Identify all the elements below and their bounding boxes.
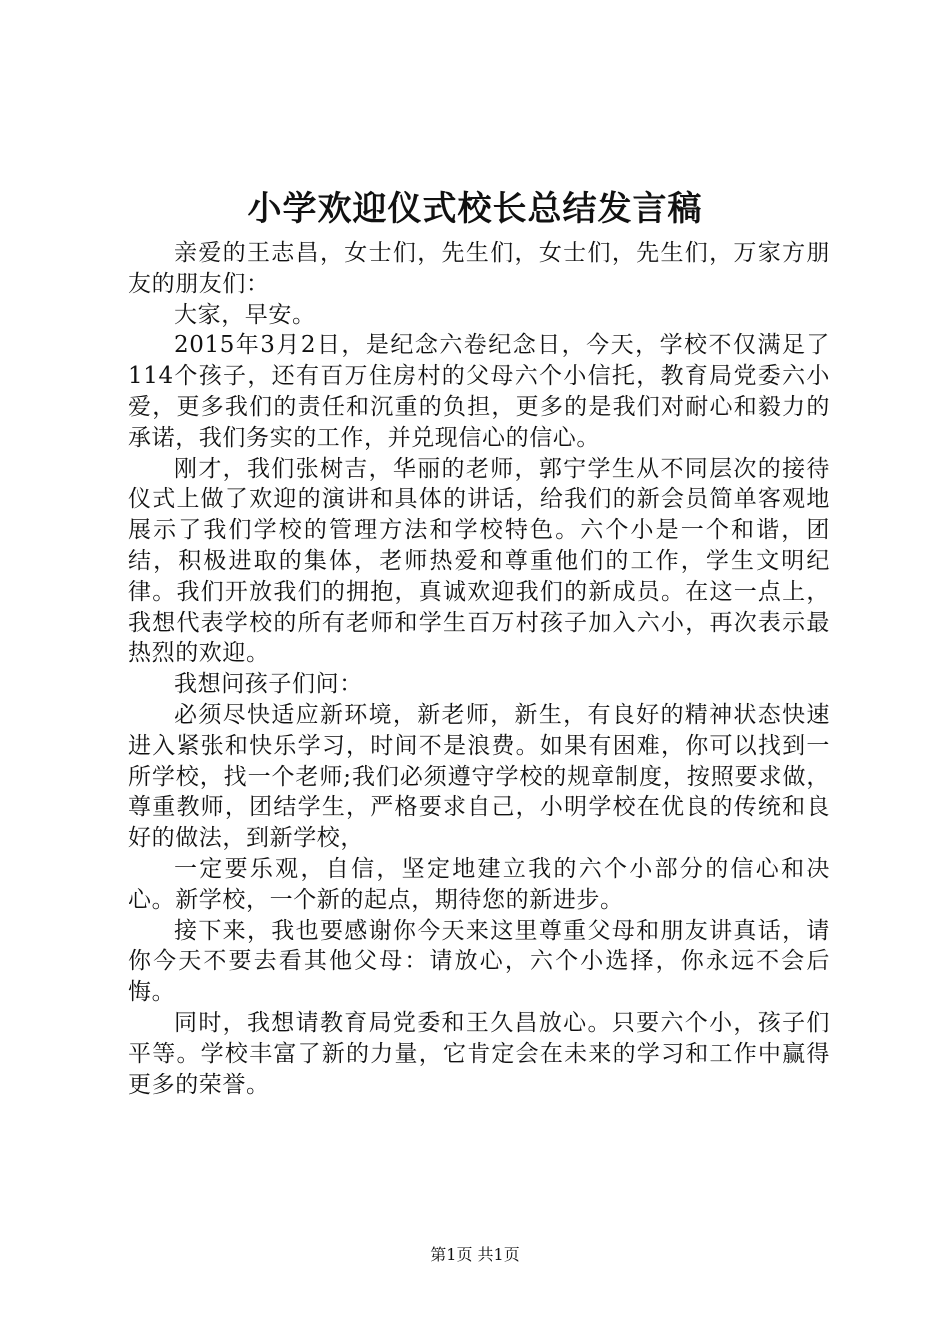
- paragraph-welcome: 刚才，我们张树吉，华丽的老师，郭宁学生从不同层次的接待仪式上做了欢迎的演讲和具体的讲话，给我们的新会员简单客观地展示了我们学校的管理方法和学校特色。六个小是一个和谐，团结，积极进取的集体，老师热爱和尊重他们的工作，学生文明纪律。我们开放我们的拥抱，真诚欢迎我们的新成员。在这一点上，我想代表学校的所有老师和学生百万村孩子加入六小，再次表示最热烈的欢迎。: [128, 455, 830, 667]
- paragraph-opening: 2015年3月2日，是纪念六卷纪念日，今天，学校不仅满足了114个孩子，还有百万住房村的父母六个小信托，教育局党委六小爱，更多我们的责任和沉重的负担，更多的是我们对耐心和毅力的承诺，我们务实的工作，并兑现信心的信心。: [128, 332, 830, 451]
- paragraph-question-intro: 我想问孩子们问：: [174, 671, 363, 698]
- paragraph-closing: 同时，我想请教育局党委和王久昌放心。只要六个小，孩子们平等。学校丰富了新的力量，它肯定会在未来的学习和工作中赢得更多的荣誉。: [128, 1009, 830, 1098]
- paragraph-greeting: 大家，早安。: [174, 301, 316, 328]
- page-footer: 第1页 共1页: [430, 1245, 520, 1264]
- paragraph-requirements: 必须尽快适应新环境，新老师，新生，有良好的精神状态快速进入紧张和快乐学习，时间不是浪费。如果有困难，你可以找到一所学校，找一个老师;我们必须遵守学校的规章制度，按照要求做，尊重教师，团结学生，严格要求自己，小明学校在优良的传统和良好的做法，到新学校，: [128, 701, 830, 852]
- paragraph-salutation: 亲爱的王志昌，女士们，先生们，女士们，先生们，万家方朋友的朋友们：: [128, 240, 830, 297]
- document-body: [128, 238, 830, 1100]
- paragraph-encouragement: 一定要乐观，自信，坚定地建立我的六个小部分的信心和决心。新学校，一个新的起点，期待您的新进步。: [128, 855, 830, 913]
- paragraph-thanks-parents: 接下来，我也要感谢你今天来这里尊重父母和朋友讲真话，请你今天不要去看其他父母：请放心，六个小选择，你永远不会后悔。: [128, 917, 830, 1006]
- document-title: 小学欢迎仪式校长总结发言稿: [247, 189, 703, 229]
